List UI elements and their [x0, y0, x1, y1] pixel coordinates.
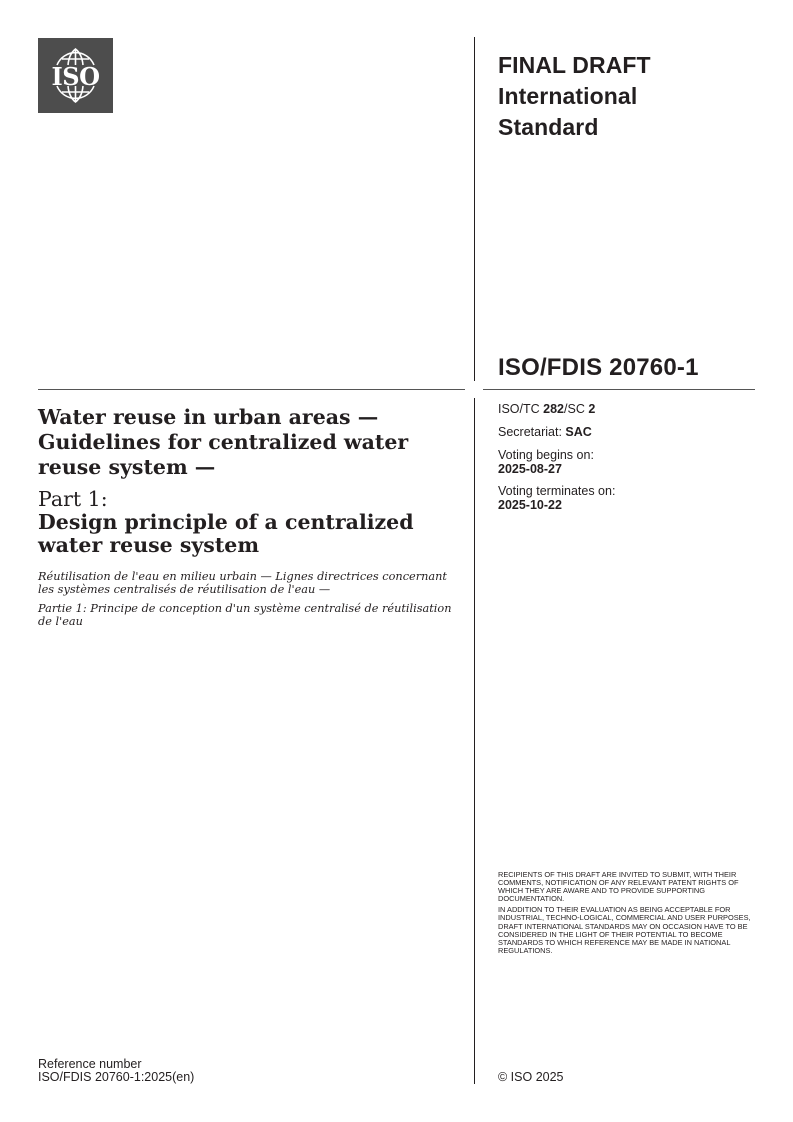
iso-logo [38, 38, 113, 113]
draft-notice [498, 871, 758, 958]
voting-terminates-label: Voting terminates on: [498, 484, 616, 498]
vertical-divider-bottom [474, 398, 475, 1084]
iso-globe-logo-icon [38, 38, 113, 113]
committee-prefix: ISO/TC [498, 402, 544, 416]
horizontal-rule-left [38, 389, 465, 390]
secretariat-value: SAC [565, 425, 592, 439]
french-main-title: Réutilisation de l'eau en milieu urbain — Lignes directrices concernant les systèmes centralisés de réutilisation de l'eau — [38, 570, 447, 596]
part-title: Design principle of a centralized water reuse system [38, 510, 414, 557]
document-type [498, 50, 651, 143]
voting-terminates [498, 484, 615, 512]
voting-begins-label: Voting begins on: [498, 448, 594, 462]
notice-evaluation: IN ADDITION TO THEIR EVALUATION AS BEING ACCEPTABLE FOR INDUSTRIAL, TECHNO-LOGICAL, COMMERCIAL AND USER PURPOSES, DRAFT INTERNATIONAL STANDARDS MAY ON OCCASION HAVE TO BE CONSIDERED IN THE LIGHT OF THEIR POTENTIAL TO BECOME STANDARDS TO WHICH REFERENCE MAY BE MADE IN NATIONAL REGULATIONS. [498, 905, 751, 955]
main-title: Water reuse in urban areas — Guidelines for centralized water reuse system — [38, 405, 409, 479]
copyright: © ISO 2025 [498, 1070, 564, 1084]
vertical-divider-top [474, 37, 475, 381]
committee-line [498, 402, 615, 416]
voting-begins-date: 2025-08-27 [498, 462, 562, 476]
reference-label: Reference number [38, 1057, 142, 1071]
horizontal-rule-right [483, 389, 755, 390]
document-metadata [498, 402, 615, 520]
doc-type-final-draft: FINAL DRAFT [498, 52, 651, 78]
committee-sc-number: 2 [588, 402, 596, 416]
notice-patent-rights: RECIPIENTS OF THIS DRAFT ARE INVITED TO SUBMIT, WITH THEIR COMMENTS, NOTIFICATION OF ANY RELEVANT PATENT RIGHTS OF WHICH THEY ARE AWARE AND TO PROVIDE SUPPORTING DOCUMENTATION. [498, 870, 739, 904]
document-titles [38, 405, 458, 628]
secretariat-label: Secretariat: [498, 425, 566, 439]
secretariat-line [498, 425, 615, 439]
committee-sc-prefix: /SC [564, 402, 589, 416]
doc-type-international: International [498, 83, 638, 109]
reference-value: ISO/FDIS 20760-1:2025(en) [38, 1070, 195, 1084]
svg-text:ISO: ISO [51, 62, 100, 91]
standard-number: ISO/FDIS 20760-1 [498, 354, 699, 381]
committee-tc-number: 282 [543, 402, 565, 416]
reference-number [38, 1058, 194, 1084]
voting-begins [498, 448, 615, 476]
voting-terminates-date: 2025-10-22 [498, 498, 562, 512]
doc-type-standard: Standard [498, 114, 599, 140]
part-label: Part 1: [38, 487, 108, 511]
french-part-title: Partie 1: Principe de conception d'un système centralisé de réutilisation de l'eau [38, 602, 452, 628]
